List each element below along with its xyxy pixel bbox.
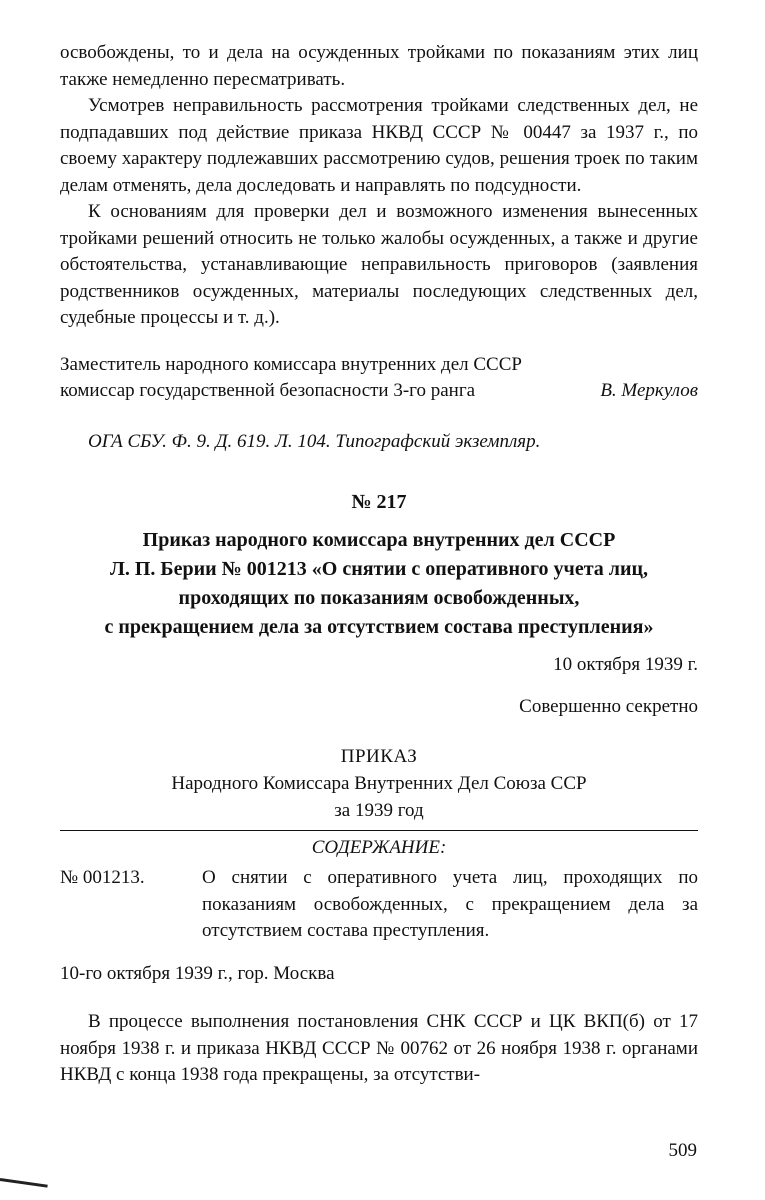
continuation-paragraph-3: К основаниям для проверки дел и возможного изменения вынесенных тройками решений относить не только жалобы осужденных, а также и другие обстоятельства, устанавливающие неправильность приговоров (заявления родственников осужденных, материалы последующих следственных дел, судебные процессы и т. д.). [60,201,698,328]
order-header [60,743,698,824]
order-body-paragraph: В процессе выполнения постановления СНК СССР и ЦК ВКП(б) от 17 ноября 1938 г. и приказа НКВД СССР № 00762 от 26 ноября 1938 г. органами НКВД с конца 1938 года прекращены, за отсутстви- [60,1011,698,1085]
document-number: № 217 [351,491,407,513]
document-title-line: Л. П. Берии № 001213 «О снятии с оперативного учета лиц, [109,557,649,580]
document-title-line: с прекращением дела за отсутствием состава преступления» [104,615,654,638]
archive-reference: ОГА СБУ. Ф. 9. Д. 619. Л. 104. Типографский экземпляр. [88,430,541,452]
contents-heading: СОДЕРЖАНИЕ: [311,836,447,858]
signature-position-line-1: Заместитель народного комиссара внутренних дел СССР [60,353,522,375]
signature-block [60,352,698,405]
contents-entry-text: О снятии с оперативного учета лиц, проходящих по показаниям освобожденных, с прекращением дела за отсутствием состава преступления. [202,867,698,941]
page-number: 509 [668,1140,697,1161]
document-title-line: проходящих по показаниям освобожденных, [178,586,580,609]
continuation-paragraph-1: освобождены, то и дела на осужденных тройками по показаниям этих лиц также немедленно пересматривать. [60,42,698,90]
order-title: ПРИКАЗ [340,745,418,767]
place-and-date: 10-го октября 1939 г., гор. Москва [60,962,335,984]
order-year: за 1939 год [334,799,424,821]
contents-entry-number: № 001213. [60,867,145,888]
signature-position-line-2: комиссар государственной безопасности 3-го ранга [60,380,476,401]
order-subtitle: Народного Комиссара Внутренних Дел Союза ССР [171,772,587,794]
document-page [60,40,698,1089]
scan-edge-mark [0,1178,48,1188]
signature-name: В. Меркулов [600,380,698,401]
signature-row [60,378,698,405]
document-title-line: Приказ народного комиссара внутренних дел СССР [142,528,616,551]
document-date: 10 октября 1939 г. [553,653,698,675]
document-title [60,526,698,642]
contents-entry [60,865,698,945]
continuation-paragraph-2: Усмотрев неправильность рассмотрения тройками следственных дел, не подпадавших под действие приказа НКВД СССР № 00447 за 1937 г., по своему характеру подлежавших рассмотрению судов, решения троек по таким делам отменять, дела доследовать и направлять по подсудности. [60,95,698,196]
horizontal-divider [60,830,698,831]
classification-label: Совершенно секретно [519,696,698,717]
